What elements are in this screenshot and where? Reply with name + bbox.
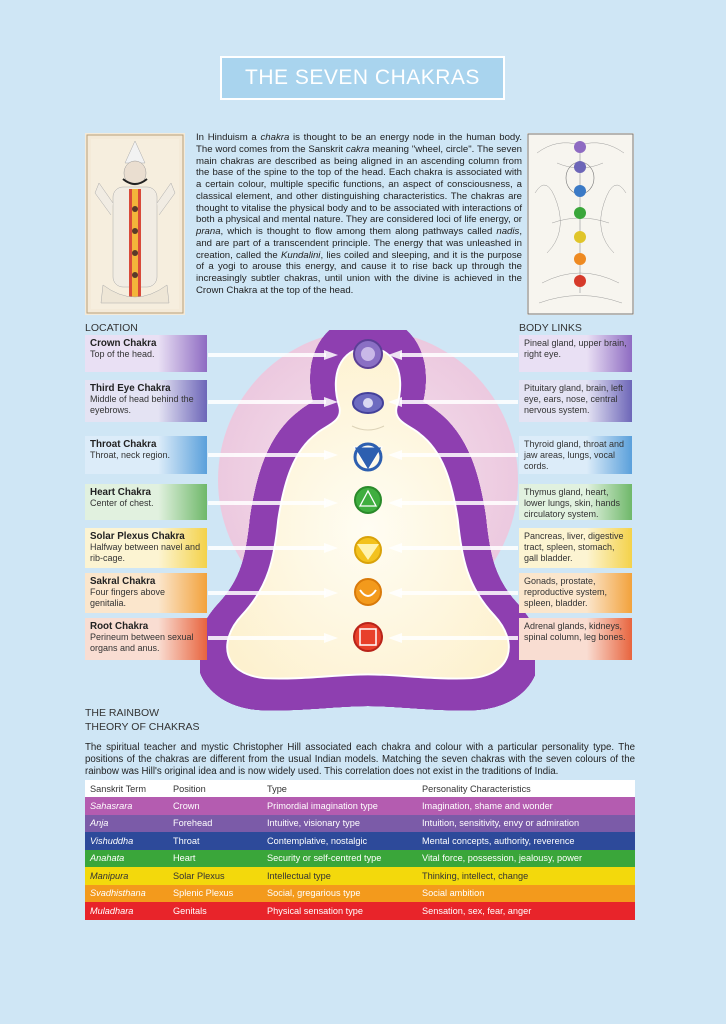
body-link-box: Pancreas, liver, digestive tract, spleen, stomach, gall bladder. <box>519 528 632 568</box>
chakra-location: Middle of head behind the eyebrows. <box>90 394 194 415</box>
cell-position: Splenic Plexus <box>173 888 234 899</box>
cell-personality: Social ambition <box>422 888 485 899</box>
chakra-name: Sakral Chakra <box>90 576 156 587</box>
arrow-right-icon <box>208 588 338 598</box>
cell-position: Solar Plexus <box>173 870 225 881</box>
cell-sanskrit-term: Vishuddha <box>90 835 134 846</box>
cell-position: Forehead <box>173 818 213 829</box>
meditation-figure-diagram <box>200 330 535 715</box>
location-box <box>85 335 207 372</box>
table-row <box>85 797 635 815</box>
location-box <box>85 380 207 422</box>
cell-position: Genitals <box>173 905 207 916</box>
location-box <box>85 484 207 520</box>
chakra-name: Crown Chakra <box>90 338 157 349</box>
rainbow-theory-paragraph: The spiritual teacher and mystic Christopher Hill associated each chakra and colour with a particular personality type. The positions of the chakras are different from the usual Indian models. Matching the seven chakras with the seven colours of the rainbow was Hill's original idea and is now widely used. This correlation does not exist in the traditions of India. <box>85 742 635 778</box>
chakra-name: Root Chakra <box>90 621 149 632</box>
body-link-box: Pituitary gland, brain, left eye, ears, nose, central nervous system. <box>519 380 632 422</box>
chakra-name: Third Eye Chakra <box>90 383 171 394</box>
table-header-row <box>85 780 635 797</box>
arrow-left-icon <box>388 633 518 643</box>
location-label: LOCATION <box>85 322 138 334</box>
cell-sanskrit-term: Anja <box>90 818 109 829</box>
table-row <box>85 867 635 885</box>
chakra-illustration-right <box>527 133 634 315</box>
arrow-right-icon <box>208 350 338 360</box>
cell-type: Social, gregarious type <box>267 888 361 899</box>
cell-type: Intellectual type <box>267 870 331 881</box>
chakra-name: Solar Plexus Chakra <box>90 531 185 542</box>
table-row <box>85 850 635 868</box>
chakra-name: Heart Chakra <box>90 487 151 498</box>
arrow-left-icon <box>388 350 518 360</box>
location-box <box>85 436 207 474</box>
arrow-right-icon <box>208 633 338 643</box>
arrow-left-icon <box>388 397 518 407</box>
cell-sanskrit-term: Sahasrara <box>90 800 133 811</box>
body-link-box: Thymus gland, heart, lower lungs, skin, hands circulatory system. <box>519 484 632 520</box>
cell-sanskrit-term: Anahata <box>90 853 125 864</box>
header-type: Type <box>267 783 287 794</box>
location-box <box>85 573 207 613</box>
table-row <box>85 902 635 920</box>
arrow-left-icon <box>388 498 518 508</box>
cell-type: Intuitive, visionary type <box>267 818 360 829</box>
yogi-illustration-left <box>85 133 185 315</box>
header-position: Position <box>173 783 206 794</box>
header-personality: Personality Characteristics <box>422 783 531 794</box>
chakra-table <box>85 780 635 920</box>
arrow-right-icon <box>208 498 338 508</box>
cell-personality: Intuition, sensitivity, envy or admiration <box>422 818 580 829</box>
location-box <box>85 528 207 568</box>
cell-personality: Thinking, intellect, change <box>422 870 529 881</box>
cell-type: Security or self-centred type <box>267 853 382 864</box>
location-box <box>85 618 207 660</box>
arrow-right-icon <box>208 543 338 553</box>
header-sanskrit-term: Sanskrit Term <box>90 783 146 794</box>
cell-personality: Vital force, possession, jealousy, power <box>422 853 583 864</box>
arrow-right-icon <box>208 450 338 460</box>
table-row <box>85 885 635 903</box>
chakra-location: Throat, neck region. <box>90 450 171 460</box>
cell-personality: Imagination, shame and wonder <box>422 800 553 811</box>
chakra-location: Halfway between navel and rib-cage. <box>90 542 201 563</box>
cell-position: Heart <box>173 853 196 864</box>
table-row <box>85 815 635 833</box>
body-link-box: Pineal gland, upper brain, right eye. <box>519 335 632 372</box>
cell-sanskrit-term: Svadhisthana <box>90 888 146 899</box>
chakra-location: Four fingers above genitalia. <box>90 587 166 608</box>
table-row <box>85 832 635 850</box>
cell-sanskrit-term: Manipura <box>90 870 129 881</box>
cell-type: Primordial imagination type <box>267 800 378 811</box>
body-link-box: Thyroid gland, throat and jaw areas, lungs, vocal cords. <box>519 436 632 474</box>
cell-position: Crown <box>173 800 200 811</box>
chakra-location: Top of the head. <box>90 349 155 359</box>
cell-type: Contemplative, nostalgic <box>267 835 368 846</box>
chakra-location: Perineum between sexual organs and anus. <box>90 632 194 653</box>
arrow-left-icon <box>388 543 518 553</box>
body-links-label: BODY LINKS <box>519 322 582 334</box>
cell-personality: Mental concepts, authority, reverence <box>422 835 575 846</box>
arrow-left-icon <box>388 588 518 598</box>
cell-personality: Sensation, sex, fear, anger <box>422 905 532 916</box>
page-title: THE SEVEN CHAKRAS <box>220 56 505 100</box>
arrow-left-icon <box>388 450 518 460</box>
arrow-right-icon <box>208 397 338 407</box>
intro-paragraph: In Hinduism a chakra is thought to be an energy node in the human body. The word comes from the Sanskrit cakra meaning "wheel, circle". The seven main chakras are described as being aligned in an ascending column from the base of the spine to the top of the head. Each chakra is associated with a certain colour, multiple specific functions, an aspect of consciousness, a classical element, and other distinguishing characteristics. The chakras are thought to vitalise the physical body and to be associated with interactions of both a physical and mental nature. They are considered loci of life energy, or prana, which is thought to flow among them along pathways called nadis, and are part of a transcendent principle. The energy that was unleashed in creation, called the Kundalini, lies coiled and sleeping, and it is the purpose of a yogi to arouse this energy, and cause it to rise back up through the increasingly subtler chakras, until union with the divine is achieved in the Crown Chakra at the top of the head. <box>196 132 523 296</box>
body-link-box: Adrenal glands, kidneys, spinal column, leg bones. <box>519 618 632 660</box>
cell-sanskrit-term: Muladhara <box>90 905 134 916</box>
chakra-location: Center of chest. <box>90 498 154 508</box>
cell-position: Throat <box>173 835 200 846</box>
rainbow-theory-title: THE RAINBOW THEORY OF CHAKRAS <box>85 707 200 733</box>
cell-type: Physical sensation type <box>267 905 364 916</box>
chakra-name: Throat Chakra <box>90 439 157 450</box>
body-link-box: Gonads, prostate, reproductive system, spleen, bladder. <box>519 573 632 613</box>
